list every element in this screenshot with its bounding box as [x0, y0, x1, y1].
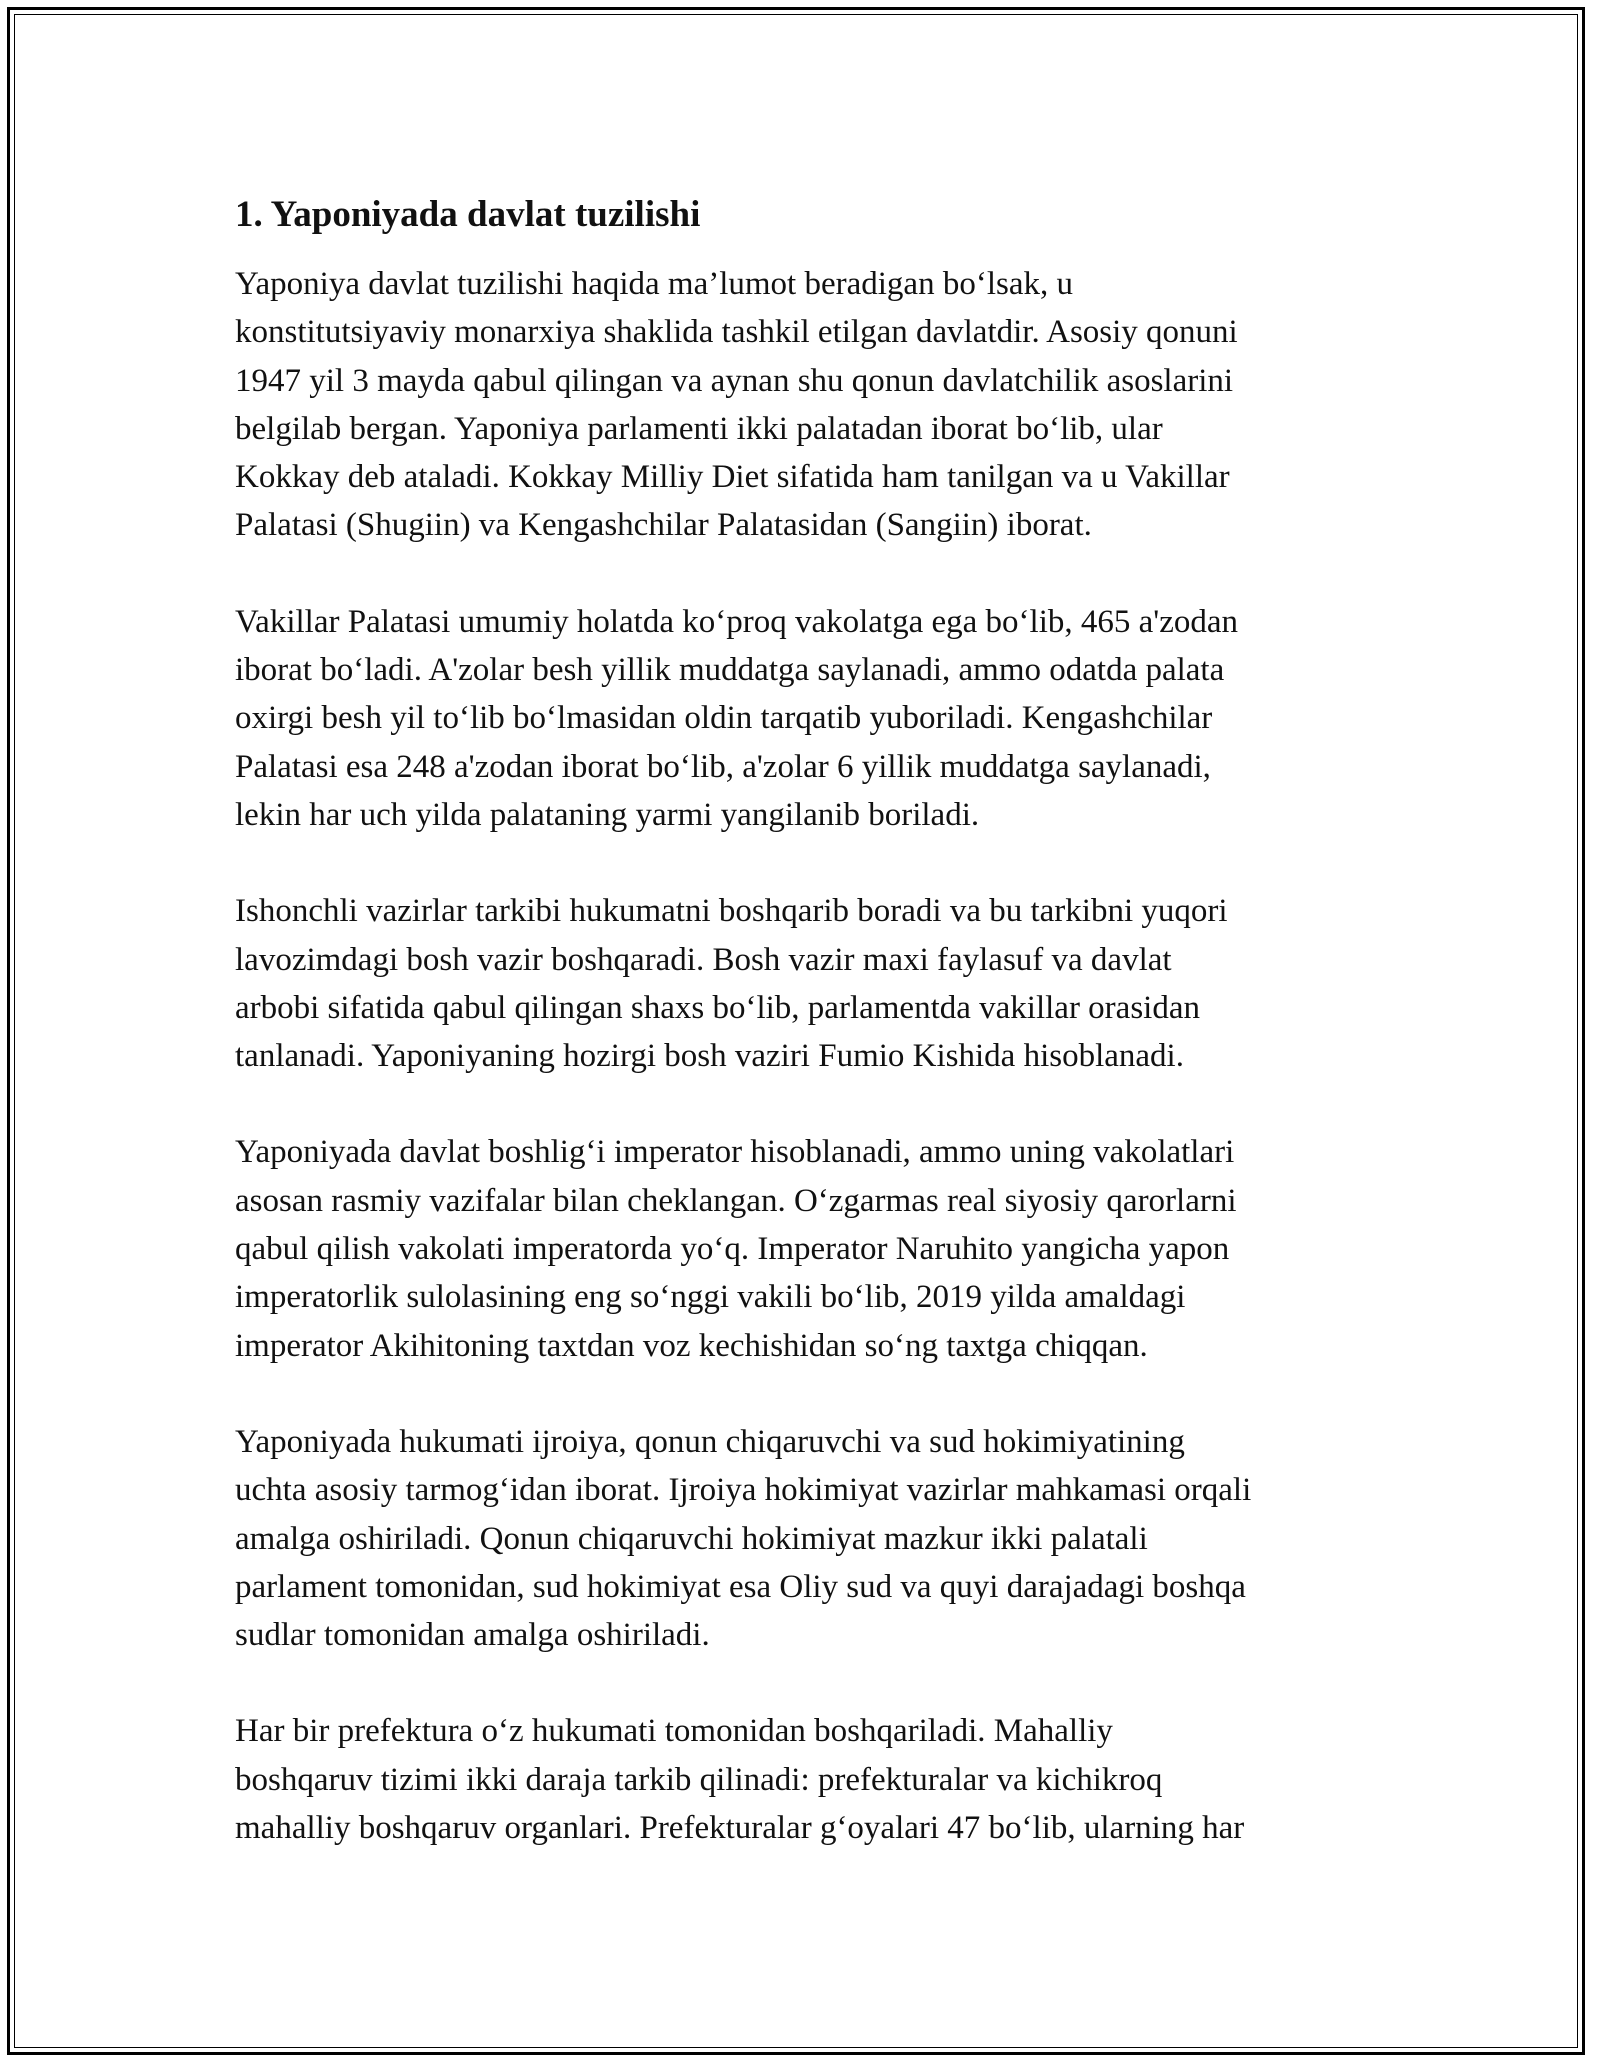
text-line: Har bir prefektura o‘z hukumati tomonidan boshqariladi. Mahalliy: [235, 1713, 1113, 1750]
text-line: lekin har uch yilda palataning yarmi yangilanib boriladi.: [235, 796, 980, 833]
text-line: oxirgi besh yil to‘lib bo‘lmasidan oldin tarqatib yuboriladi. Kengashchilar: [235, 700, 1213, 737]
text-line: tanlanadi. Yaponiyaning hozirgi bosh vaziri Fumio Kishida hisoblanadi.: [235, 1038, 1184, 1075]
paragraph-emperor: [235, 1128, 1375, 1369]
text-line: 1947 yil 3 mayda qabul qilingan va aynan shu qonun davlatchilik asoslarini: [235, 362, 1234, 399]
text-line: belgilab bergan. Yaponiya parlamenti ikki palatadan iborat bo‘lib, ular: [235, 410, 1163, 447]
text-line: sudlar tomonidan amalga oshiriladi.: [235, 1617, 710, 1654]
text-line: Palatasi esa 248 a'zodan iborat bo‘lib, a'zolar 6 yillik muddatga saylanadi,: [235, 748, 1211, 785]
paragraph-parliament: [235, 260, 1375, 550]
text-line: arbobi sifatida qabul qilingan shaxs bo‘lib, parlamentda vakillar orasidan: [235, 989, 1200, 1026]
text-line: konstitutsiyaviy monarxiya shaklida tashkil etilgan davlatdir. Asosiy qonuni: [235, 314, 1238, 351]
text-line: iborat bo‘ladi. A'zolar besh yillik muddatga saylanadi, ammo odatda palata: [235, 652, 1225, 689]
document-body: [235, 190, 1375, 1900]
paragraph-cabinet: [235, 887, 1375, 1080]
text-line: parlament tomonidan, sud hokimiyat esa Oliy sud va quyi darajadagi boshqa: [235, 1568, 1246, 1605]
paragraph-branches: [235, 1418, 1375, 1659]
paragraph-prefectures: [235, 1707, 1375, 1852]
section-heading: 1. Yaponiyada davlat tuzilishi: [235, 194, 701, 235]
text-line: boshqaruv tizimi ikki daraja tarkib qilinadi: prefekturalar va kichikroq: [235, 1761, 1163, 1798]
text-line: Ishonchli vazirlar tarkibi hukumatni boshqarib boradi va bu tarkibni yuqori: [235, 893, 1228, 930]
text-line: Yaponiya davlat tuzilishi haqida ma’lumot beradigan bo‘lsak, u: [235, 266, 1073, 302]
text-line: Vakillar Palatasi umumiy holatda ko‘proq vakolatga ega bo‘lib, 465 a'zodan: [235, 603, 1239, 640]
text-line: qabul qilish vakolati imperatorda yo‘q. Imperator Naruhito yangicha yapon: [235, 1231, 1230, 1268]
text-line: imperatorlik sulolasining eng so‘nggi vakili bo‘lib, 2019 yilda amaldagi: [235, 1279, 1186, 1316]
text-line: asosan rasmiy vazifalar bilan cheklangan. O‘zgarmas real siyosiy qarorlarni: [235, 1182, 1237, 1219]
text-line: Palatasi (Shugiin) va Kengashchilar Palatasidan (Sangiin) iborat.: [235, 507, 1092, 544]
text-line: uchta asosiy tarmog‘idan iborat. Ijroiya hokimiyat vazirlar mahkamasi orqali: [235, 1472, 1252, 1509]
text-line: Yaponiyada hukumati ijroiya, qonun chiqaruvchi va sud hokimiyatining: [235, 1423, 1185, 1460]
paragraph-chambers: [235, 598, 1375, 839]
text-line: mahalliy boshqaruv organlari. Prefekturalar g‘oyalari 47 bo‘lib, ularning har: [235, 1810, 1245, 1847]
text-line: imperator Akihitoning taxtdan voz kechishidan so‘ng taxtga chiqqan.: [235, 1327, 1148, 1364]
text-line: Kokkay deb ataladi. Kokkay Milliy Diet sifatida ham tanilgan va u Vakillar: [235, 459, 1230, 496]
text-line: Yaponiyada davlat boshlig‘i imperator hisoblanadi, ammo uning vakolatlari: [235, 1134, 1235, 1171]
text-line: amalga oshiriladi. Qonun chiqaruvchi hokimiyat mazkur ikki palatali: [235, 1520, 1148, 1557]
text-line: lavozimdagi bosh vazir boshqaradi. Bosh vazir maxi faylasuf va davlat: [235, 941, 1172, 978]
